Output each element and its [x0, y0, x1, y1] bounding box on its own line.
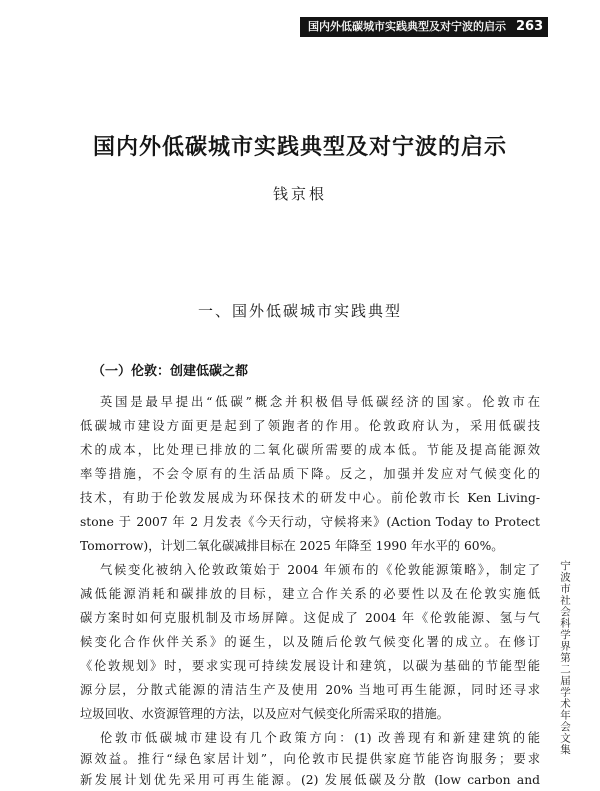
paragraph-2-line: 候变化合作伙伴关系》的诞生，以及随后伦敦气候变化署的成立。在修订	[80, 635, 540, 649]
article-author: 钱京根	[272, 185, 327, 203]
paragraph-3-line: 源效益。推行“绿色家居计划”，向伦敦市民提供家庭节能咨询服务；要求	[80, 752, 540, 766]
paragraph-2-line: 碳方案时如何克服机制及市场屏障。这促成了 2004 年《伦敦能源、氢与气	[80, 611, 540, 625]
paragraph-1-line: 技术，有助于伦敦发展成为环保技术的研发中心。前伦敦市长 Ken Living-	[80, 491, 540, 505]
paragraph-1-line: 术的成本，比处理已排放的二氧化碳所需要的成本低。节能及提高能源效	[80, 443, 540, 457]
paragraph-2-line: 《伦敦规划》时，要求实现可持续发展设计和建筑，以碳为基础的节能型能	[80, 659, 540, 673]
paragraph-1-line: 率等措施，不会令原有的生活品质下降。反之，加强并发应对气候变化的	[80, 467, 540, 481]
paragraph-1-line: stone 于 2007 年 2 月发表《今天行动，守候将来》(Action Today to Protect	[80, 515, 540, 529]
side-note-vertical: 宁波市社会科学界第二届学术年会文集	[559, 560, 571, 756]
paragraph-2-line: 源分层，分散式能源的清洁生产及使用 20% 当地可再生能源，同时还寻求	[80, 683, 540, 697]
paragraph-2-line: 垃圾回收、水资源管理的方法，以及应对气候变化所需采取的措施。	[80, 707, 449, 721]
paragraph-1-line: 低碳城市建设方面更是起到了领跑者的作用。伦敦政府认为，采用低碳技	[80, 419, 540, 433]
paragraph-3-line: 伦敦市低碳城市建设有几个政策方向：(1) 改善现有和新建建筑的能	[100, 731, 540, 745]
running-header-title: 国内外低碳城市实践典型及对宁波的启示	[308, 20, 506, 33]
subsection-heading: （一）伦敦：创建低碳之都	[92, 364, 249, 379]
page-number: 263	[516, 19, 544, 34]
paragraph-2-line: 气候变化被纳入伦敦政策始于 2004 年颁布的《伦敦能源策略》，制定了	[100, 563, 540, 577]
article-title: 国内外低碳城市实践典型及对宁波的启示	[92, 134, 507, 160]
paragraph-2-line: 减低能源消耗和碳排放的目标，建立合作关系的必要性以及在伦敦实施低	[80, 587, 540, 601]
paragraph-3-line: 新发展计划优先采用可再生能源。(2) 发展低碳及分散 (low carbon and	[80, 773, 540, 787]
paragraph-1-line: Tomorrow)，计划二氧化碳减排目标在 2025 年降至 1990 年水平的 60%。	[80, 539, 504, 553]
section-heading: 一、国外低碳城市实践典型	[197, 302, 402, 320]
paragraph-1-line: 英国是最早提出“低碳”概念并积极倡导低碳经济的国家。伦敦市在	[100, 395, 540, 409]
